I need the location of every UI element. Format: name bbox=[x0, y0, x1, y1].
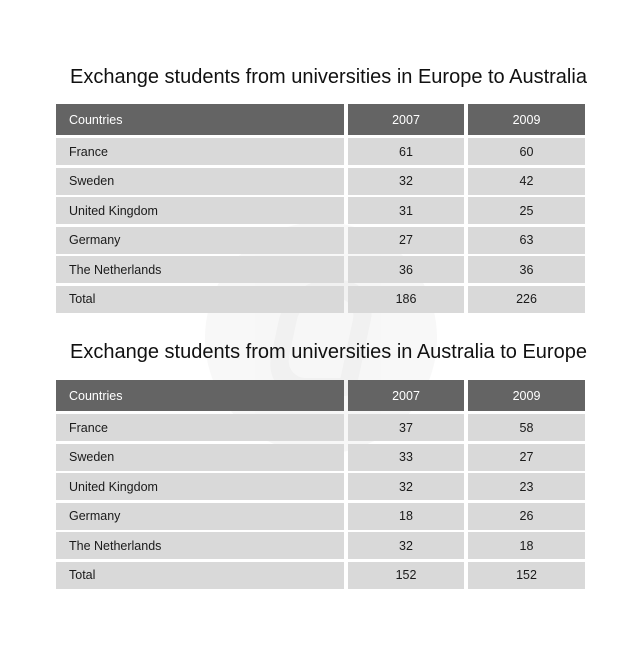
value-cell: 37 bbox=[348, 414, 464, 441]
table-1-title: Exchange students from universities in Europe to Australia bbox=[70, 66, 587, 88]
header-2007: 2007 bbox=[348, 104, 464, 135]
value-cell: 26 bbox=[468, 503, 585, 530]
table-header-row bbox=[56, 380, 585, 411]
header-countries: Countries bbox=[56, 380, 344, 411]
value-cell: 25 bbox=[468, 197, 585, 224]
value-cell: 33 bbox=[348, 444, 464, 471]
header-2007: 2007 bbox=[348, 380, 464, 411]
table-row bbox=[56, 532, 585, 559]
value-cell: 226 bbox=[468, 286, 585, 313]
country-cell: Sweden bbox=[56, 168, 344, 195]
header-2009: 2009 bbox=[468, 104, 585, 135]
value-cell: 152 bbox=[468, 562, 585, 589]
value-cell: 60 bbox=[468, 138, 585, 165]
value-cell: 152 bbox=[348, 562, 464, 589]
table-row bbox=[56, 473, 585, 500]
table-australia-to-europe bbox=[56, 380, 585, 591]
table-row bbox=[56, 227, 585, 254]
value-cell: 36 bbox=[348, 256, 464, 283]
value-cell: 32 bbox=[348, 473, 464, 500]
value-cell: 58 bbox=[468, 414, 585, 441]
country-cell: United Kingdom bbox=[56, 197, 344, 224]
value-cell: 18 bbox=[468, 532, 585, 559]
value-cell: 32 bbox=[348, 168, 464, 195]
country-cell: United Kingdom bbox=[56, 473, 344, 500]
country-cell: Germany bbox=[56, 227, 344, 254]
value-cell: 32 bbox=[348, 532, 464, 559]
country-cell: Total bbox=[56, 562, 344, 589]
table-row bbox=[56, 562, 585, 589]
table-row bbox=[56, 444, 585, 471]
table-row bbox=[56, 168, 585, 195]
table-row bbox=[56, 503, 585, 530]
value-cell: 23 bbox=[468, 473, 585, 500]
value-cell: 186 bbox=[348, 286, 464, 313]
country-cell: Germany bbox=[56, 503, 344, 530]
value-cell: 61 bbox=[348, 138, 464, 165]
value-cell: 27 bbox=[348, 227, 464, 254]
country-cell: The Netherlands bbox=[56, 256, 344, 283]
country-cell: Total bbox=[56, 286, 344, 313]
table-row bbox=[56, 414, 585, 441]
country-cell: France bbox=[56, 414, 344, 441]
table-row bbox=[56, 286, 585, 313]
table-row bbox=[56, 197, 585, 224]
header-countries: Countries bbox=[56, 104, 344, 135]
table-header-row bbox=[56, 104, 585, 135]
value-cell: 27 bbox=[468, 444, 585, 471]
table-row bbox=[56, 138, 585, 165]
country-cell: Sweden bbox=[56, 444, 344, 471]
value-cell: 18 bbox=[348, 503, 464, 530]
table-row bbox=[56, 256, 585, 283]
value-cell: 36 bbox=[468, 256, 585, 283]
value-cell: 31 bbox=[348, 197, 464, 224]
value-cell: 63 bbox=[468, 227, 585, 254]
value-cell: 42 bbox=[468, 168, 585, 195]
table-2-title: Exchange students from universities in Australia to Europe bbox=[70, 341, 587, 363]
header-2009: 2009 bbox=[468, 380, 585, 411]
table-europe-to-australia bbox=[56, 104, 585, 315]
country-cell: France bbox=[56, 138, 344, 165]
country-cell: The Netherlands bbox=[56, 532, 344, 559]
